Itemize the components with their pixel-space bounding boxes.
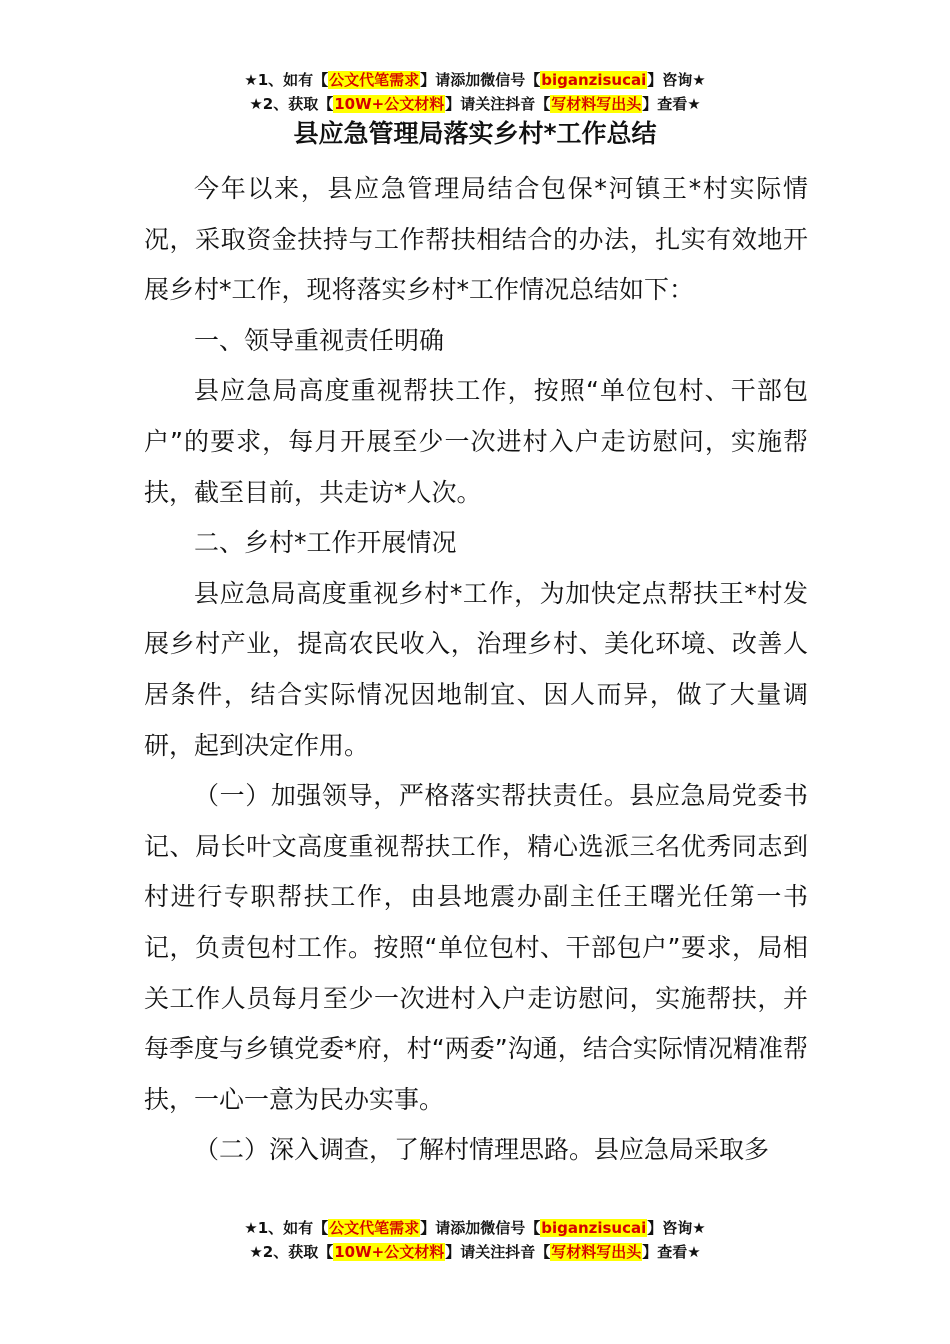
promo-banner-bottom [0,1216,950,1264]
promo-line-1: ★1、如有【公文代笔需求】请添加微信号【biganzisucai】咨询★ [244,1219,706,1237]
heading-section-2: 二、乡村*工作开展情况 [194,528,457,558]
paragraph-intro: 今年以来，县应急管理局结合包保*河镇王*村实际情况，采取资金扶持与工作帮扶相结合的办法，扎实有效地开展乡村*工作，现将落实乡村*工作情况总结如下： [144,174,808,305]
paragraph-section-1: 县应急局高度重视帮扶工作，按照“单位包村、干部包户”的要求，每月开展至少一次进村入户走访慰问，实施帮扶，截至目前，共走访*人次。 [144,376,808,507]
promo-line-1: ★1、如有【公文代笔需求】请添加微信号【biganzisucai】咨询★ [244,71,706,89]
paragraph-subsection-2: （二）深入调查，了解村情理思路。县应急局采取多 [194,1135,770,1165]
promo-banner-top [0,68,950,116]
highlight-materials: 10W+公文材料 [334,1243,445,1261]
highlight-douyin: 写材料写出头 [551,1243,642,1261]
highlight-ghostwriting: 公文代笔需求 [329,1219,420,1237]
document-body [144,164,808,1176]
highlight-douyin: 写材料写出头 [551,95,642,113]
highlight-materials: 10W+公文材料 [334,95,445,113]
heading-section-1: 一、领导重视责任明确 [194,325,445,355]
paragraph-subsection-1: （一）加强领导，严格落实帮扶责任。县应急局党委书记、局长叶文高度重视帮扶工作，精心选派三名优秀同志到村进行专职帮扶工作，由县地震办副主任王曙光任第一书记，负责包村工作。按照“单位包村、干部包户”要求，局相关工作人员每月至少一次进村入户走访慰问，实施帮扶，并每季度与乡镇党委*府，村“两委”沟通，结合实际情况精准帮扶，一心一意为民办实事。 [144,781,808,1114]
paragraph-section-2: 县应急局高度重视乡村*工作，为加快定点帮扶王*村发展乡村产业，提高农民收入，治理乡村、美化环境、改善人居条件，结合实际情况因地制宜、因人而异，做了大量调研，起到决定作用。 [144,578,808,760]
promo-line-2: ★2、获取【10W+公文材料】请关注抖音【写材料写出头】查看★ [249,95,701,113]
highlight-wechat-id: biganzisucai [541,1219,647,1237]
highlight-wechat-id: biganzisucai [541,71,647,89]
highlight-ghostwriting: 公文代笔需求 [329,71,420,89]
promo-line-2: ★2、获取【10W+公文材料】请关注抖音【写材料写出头】查看★ [249,1243,701,1261]
document-title: 县应急管理局落实乡村*工作总结 [293,119,657,148]
